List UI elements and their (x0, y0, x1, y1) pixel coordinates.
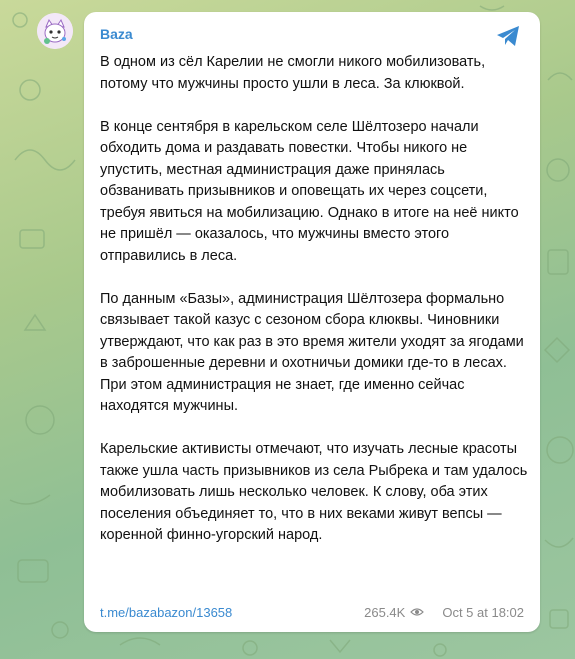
post-paragraph: Карельские активисты отмечают, что изучать лесные красоты также ушла часть призывников из села Рыбрека и там удалось мобилизовать лишь несколько человек. К слову, оба этих поселения объединяет то, что в них веками живут вепсы — коренной финно-угорский народ. (100, 441, 528, 543)
channel-avatar[interactable] (37, 13, 73, 49)
post-paragraph: По данным «Базы», администрация Шёлтозера формально связывает такой казус с сезоном сбора клюквы. Чиновники утверждают, что как раз в это время жители уходят за ягодами в заброшенные деревни и охотничьи домики где-то в лесах. При этом администрация не знает, где именно сейчас находятся мужчины. (100, 290, 524, 414)
cartoon-cat-avatar-icon (37, 13, 73, 49)
eye-icon (410, 607, 424, 617)
channel-name[interactable]: Baza (100, 26, 133, 42)
message-bubble (84, 12, 540, 632)
telegram-share-icon[interactable] (494, 22, 522, 50)
message-footer (100, 602, 524, 622)
message-date: Oct 5 at 18:02 (442, 604, 524, 620)
post-link[interactable]: t.me/bazabazon/13658 (100, 604, 233, 620)
post-paragraph: В одном из сёл Карелии не смогли никого мобилизовать, потому что мужчины просто ушли в леса. За клюквой. (100, 54, 486, 92)
view-count (364, 605, 430, 620)
post-paragraph: В конце сентября в карельском селе Шёлтозеро начали обходить дома и раздавать повестки. Чтобы никого не упустить, местная администрация даже принялась обзванивать призывников и оповещать их через соцсети, требуя явиться на мобилизацию. Однако в итоге на неё никто не пришёл — оказалось, что мужчины вместо этого отправились в леса. (100, 118, 519, 264)
post-body (100, 52, 528, 568)
view-count-value: 265.4K (364, 604, 406, 620)
